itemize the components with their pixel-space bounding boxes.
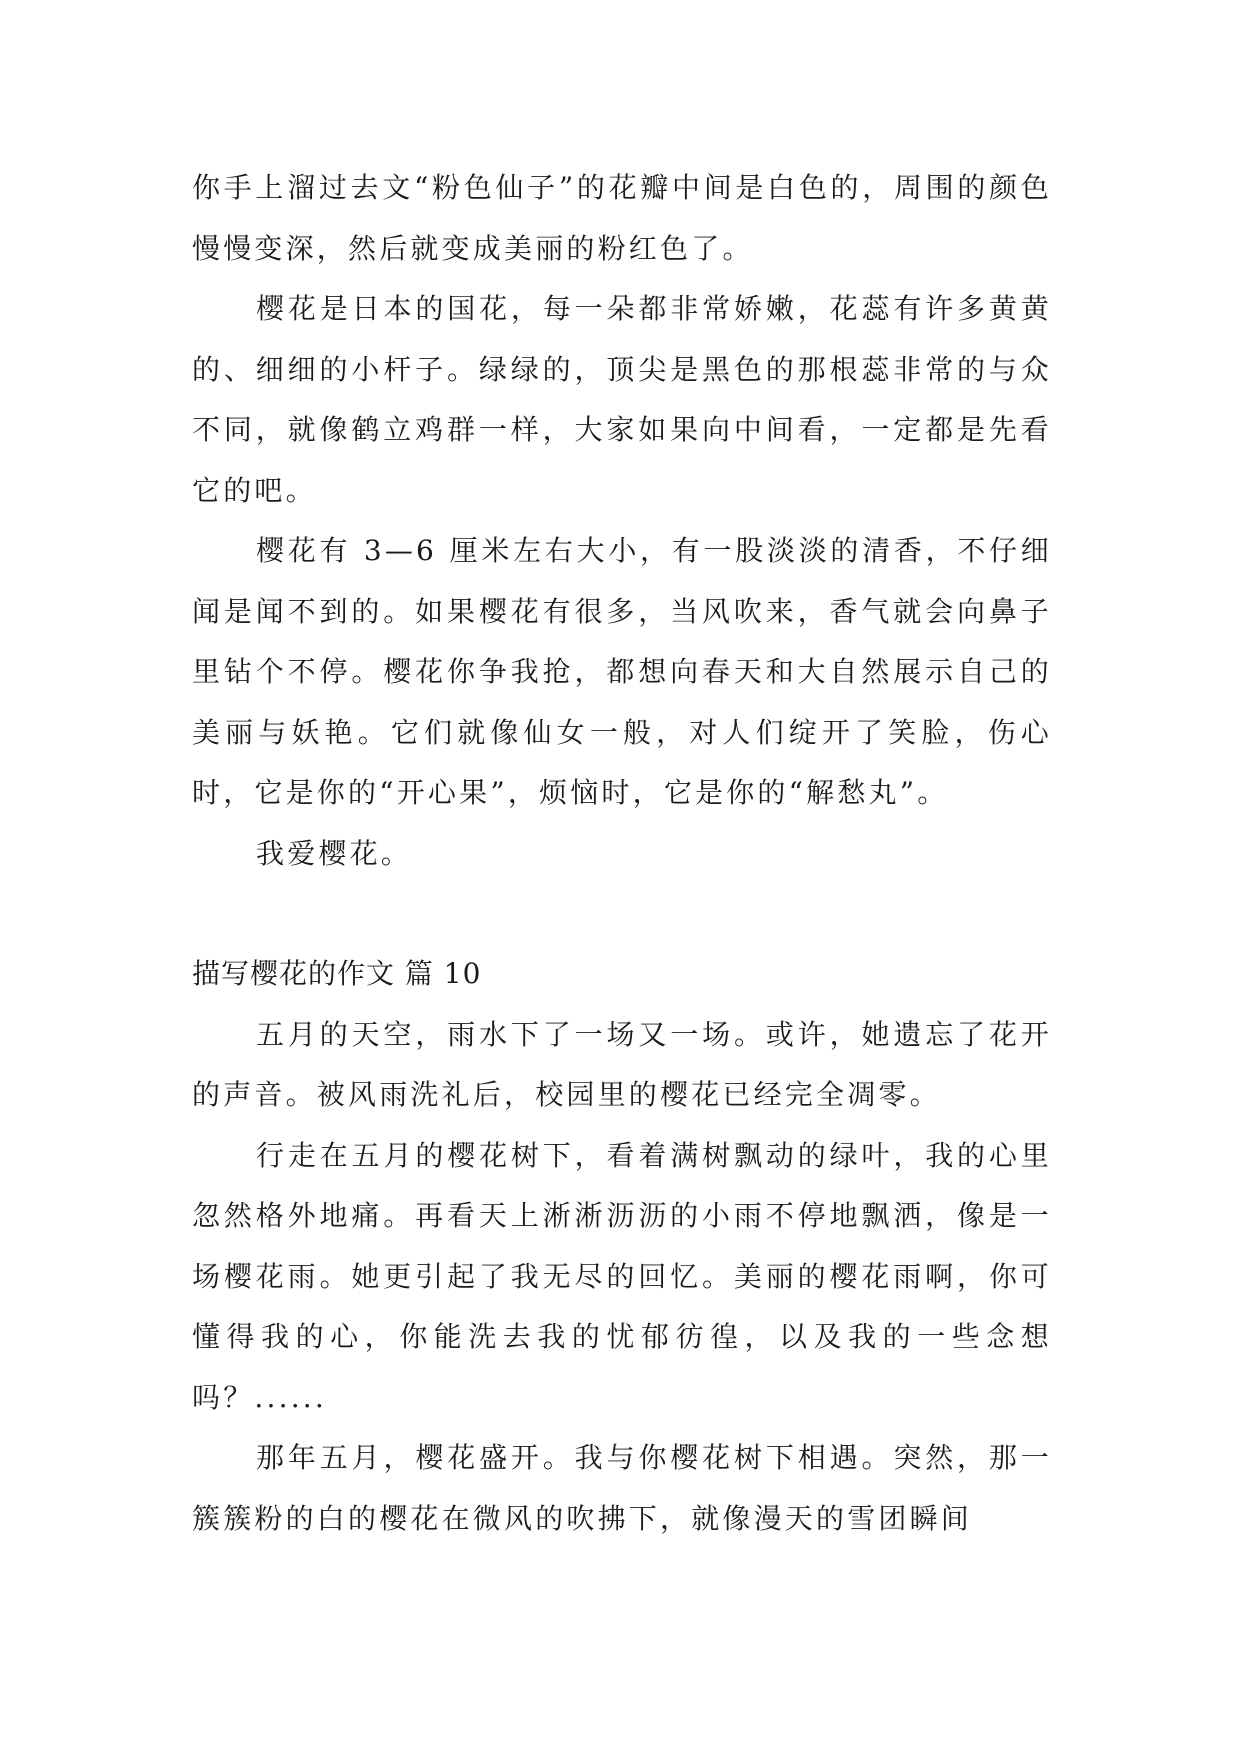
paragraph-that-may: 那年五月，樱花盛开。我与你樱花树下相遇。突然，那一簇簇粉的白的樱花在微风的吹拂下，就像漫天的雪团瞬间 (192, 1441, 1052, 1535)
paragraph-walking-under-trees: 行走在五月的樱花树下，看着满树飘动的绿叶，我的心里忽然格外地痛。再看天上淅淅沥沥的小雨不停地飘洒，像是一场樱花雨。她更引起了我无尽的回忆。美丽的樱花雨啊，你可懂得我的心，你能洗去我的忧郁彷徨，以及我的一些念想吗？...... (192, 1138, 1052, 1414)
section-heading: 描写樱花的作文 篇 10 (192, 957, 482, 990)
paragraph-may-sky: 五月的天空，雨水下了一场又一场。或许，她遗忘了花开的声音。被风雨洗礼后，校园里的樱花已经完全凋零。 (192, 1017, 1052, 1111)
paragraph-sakura-size-fragrance: 樱花有 3—6 厘米左右大小，有一股淡淡的清香，不仔细闻是闻不到的。如果樱花有很多，当风吹来，香气就会向鼻子里钻个不停。樱花你争我抢，都想向春天和大自然展示自己的美丽与妖艳。它们就像仙女一般，对人们绽开了笑脸，伤心时，它是你的“开心果”，烦恼时，它是你的“解愁丸”。 (192, 534, 1052, 809)
paragraph-sakura-national-flower: 樱花是日本的国花，每一朵都非常娇嫩，花蕊有许多黄黄的、细细的小杆子。绿绿的，顶尖是黑色的那根蕊非常的与众不同，就像鹤立鸡群一样，大家如果向中间看，一定都是先看它的吧。 (192, 292, 1052, 507)
paragraph-continuation: 你手上溜过去文“粉色仙子”的花瓣中间是白色的，周围的颜色慢慢变深，然后就变成美丽的粉红色了。 (192, 171, 1052, 265)
document-body (192, 158, 1052, 1549)
paragraph-i-love-sakura: 我爱樱花。 (256, 836, 413, 870)
section-spacer (192, 884, 1052, 944)
